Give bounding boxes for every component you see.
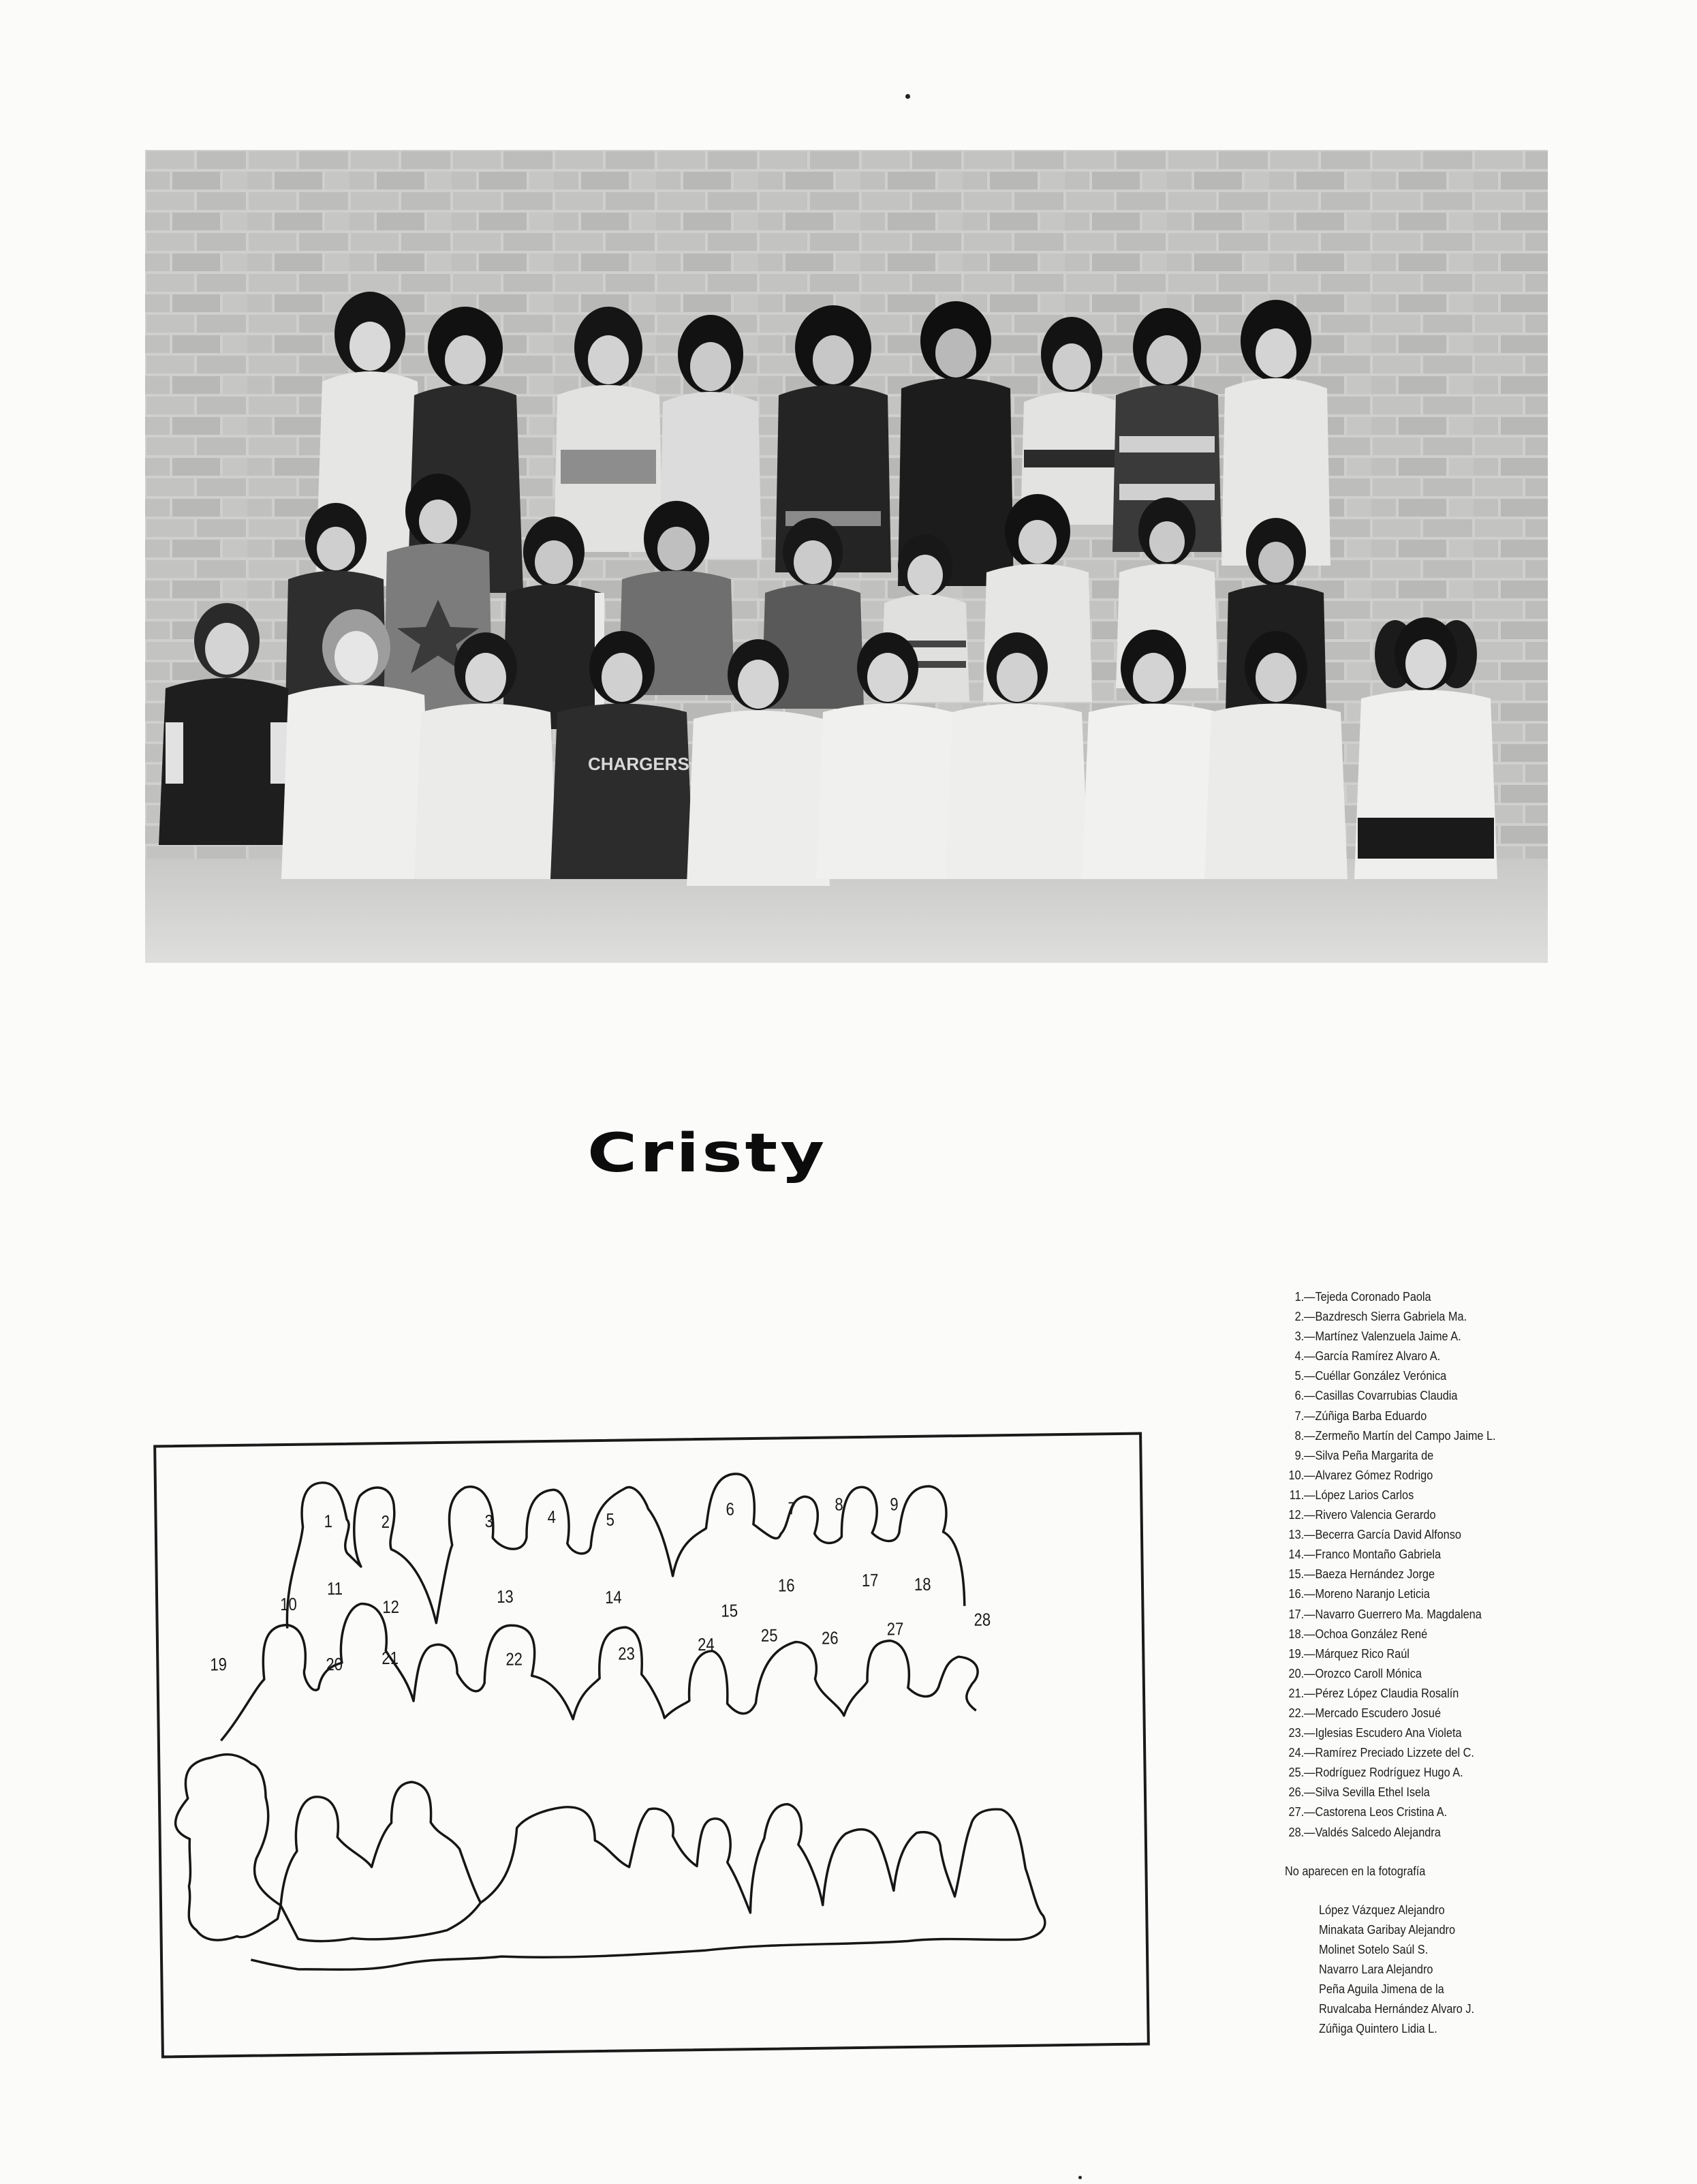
roster-number: 9.: [1294, 1447, 1305, 1462]
student-name: —Mercado Escudero Josué: [1304, 1705, 1442, 1720]
roster-number: 20.: [1288, 1665, 1305, 1680]
roster-row: [1285, 1426, 1525, 1445]
key-number-label: 13: [497, 1586, 514, 1608]
roster-number: 26.: [1288, 1785, 1305, 1800]
roster-row: [1285, 1564, 1525, 1584]
print-speck: [1078, 2176, 1082, 2179]
roster-row: [1285, 1742, 1525, 1762]
roster-number: 7.: [1294, 1408, 1305, 1423]
roster-number: 18.: [1288, 1626, 1305, 1641]
key-number-label: 25: [760, 1625, 778, 1646]
key-number-label: 11: [326, 1578, 343, 1599]
roster-row: [1285, 1326, 1525, 1346]
absent-student-name: Peña Aguila Jimena de la: [1319, 1982, 1444, 1997]
key-number-label: 23: [618, 1643, 636, 1664]
absent-student-name: Ruvalcaba Hernández Alvaro J.: [1319, 2001, 1475, 2016]
student-name: —Franco Montaño Gabriela: [1304, 1547, 1442, 1562]
roster-number: 14.: [1288, 1547, 1305, 1562]
student-name: —Cuéllar González Verónica: [1304, 1368, 1447, 1383]
roster-row: [1285, 1406, 1525, 1426]
absent-student-name: López Vázquez Alejandro: [1319, 1902, 1445, 1917]
key-number-label: 9: [890, 1494, 899, 1515]
photo-key-diagram: [153, 1432, 1150, 2059]
key-number-label: 3: [484, 1511, 494, 1532]
student-name: —Ramírez Preciado Lizzete del C.: [1304, 1745, 1474, 1760]
class-photo: [145, 150, 1548, 963]
student-name: —Rodríguez Rodríguez Hugo A.: [1304, 1765, 1463, 1780]
roster-number: 27.: [1288, 1804, 1305, 1819]
roster-number: 23.: [1288, 1725, 1305, 1740]
key-number-label: 17: [861, 1569, 879, 1591]
roster-number: 10.: [1288, 1467, 1305, 1482]
key-number-label: 12: [382, 1596, 400, 1618]
roster-row: [1285, 1306, 1525, 1326]
key-number-label: 4: [547, 1506, 556, 1528]
roster-row: [1285, 1703, 1525, 1723]
student-name: —López Larios Carlos: [1304, 1487, 1414, 1502]
key-number-label: 6: [726, 1498, 735, 1520]
roster-row: [1285, 1782, 1525, 1802]
roster-number: 2.: [1294, 1309, 1305, 1324]
silhouette-outlines: [156, 1435, 1147, 2056]
roster-number: 1.: [1294, 1289, 1305, 1304]
class-photo-image: [145, 150, 1548, 963]
absent-heading: No aparecen en la fotografía: [1285, 1863, 1426, 1878]
roster-number: 3.: [1294, 1329, 1305, 1344]
roster-row: [1285, 1822, 1525, 1842]
student-name: —Tejeda Coronado Paola: [1304, 1289, 1431, 1304]
key-number-label: 15: [721, 1600, 738, 1621]
student-list: [1285, 1287, 1557, 1842]
key-number-label: 5: [606, 1509, 615, 1530]
roster-number: 15.: [1288, 1567, 1305, 1582]
key-number-label: 27: [886, 1618, 904, 1640]
roster-row: [1285, 1604, 1525, 1624]
key-number-label: 18: [914, 1573, 931, 1595]
roster-row: [1285, 1762, 1525, 1782]
student-name: —Rivero Valencia Gerardo: [1304, 1507, 1436, 1522]
absent-student-name: Minakata Garibay Alejandro: [1319, 1922, 1456, 1937]
student-name: —Baeza Hernández Jorge: [1304, 1567, 1435, 1582]
roster-row: [1285, 1663, 1525, 1683]
roster-number: 13.: [1288, 1527, 1305, 1542]
roster-row: [1285, 1445, 1525, 1465]
student-name: —Pérez López Claudia Rosalín: [1304, 1685, 1459, 1700]
roster-number: 22.: [1288, 1705, 1305, 1720]
roster-number: 4.: [1294, 1349, 1305, 1364]
student-name: —García Ramírez Alvaro A.: [1304, 1349, 1441, 1364]
key-number-label: 28: [974, 1609, 991, 1630]
key-number-label: 16: [777, 1575, 795, 1596]
student-name: —Zúñiga Barba Eduardo: [1304, 1408, 1427, 1423]
roster-row: [1285, 1505, 1525, 1524]
print-speck: [905, 94, 910, 99]
page-title: Cristy: [587, 1123, 828, 1184]
roster-number: 11.: [1289, 1487, 1305, 1502]
roster-number: 21.: [1288, 1685, 1305, 1700]
key-number-label: 19: [209, 1654, 227, 1675]
absent-student-name: Navarro Lara Alejandro: [1319, 1962, 1433, 1976]
student-name: —Márquez Rico Raúl: [1304, 1646, 1410, 1661]
key-number-label: 14: [605, 1586, 623, 1608]
roster-row: [1285, 1544, 1525, 1564]
roster-row: [1285, 1584, 1525, 1603]
roster-row: [1285, 1802, 1525, 1821]
roster-number: 12.: [1288, 1507, 1305, 1522]
key-number-label: 7: [788, 1498, 796, 1519]
student-name: —Silva Sevilla Ethel Isela: [1304, 1785, 1430, 1800]
roster-row: [1285, 1485, 1525, 1505]
student-name: —Moreno Naranjo Leticia: [1304, 1586, 1430, 1601]
student-name: —Becerra García David Alfonso: [1304, 1527, 1461, 1542]
roster-number: 28.: [1288, 1824, 1305, 1839]
roster-row: [1285, 1524, 1525, 1544]
absent-student-name: Zúñiga Quintero Lidia L.: [1319, 2021, 1437, 2036]
key-number-label: 24: [697, 1634, 715, 1655]
student-name: —Zermeño Martín del Campo Jaime L.: [1304, 1428, 1496, 1443]
student-name: —Castorena Leos Cristina A.: [1304, 1804, 1448, 1819]
key-number-label: 8: [835, 1494, 844, 1515]
student-name: —Martínez Valenzuela Jaime A.: [1304, 1329, 1461, 1344]
key-number-label: 20: [325, 1654, 343, 1675]
roster-row: [1285, 1385, 1525, 1405]
roster-row: [1285, 1624, 1525, 1644]
student-name: —Valdés Salcedo Alejandra: [1304, 1824, 1441, 1839]
key-number-label: 21: [382, 1648, 399, 1669]
roster-number: 6.: [1294, 1388, 1305, 1403]
student-name: —Silva Peña Margarita de: [1304, 1447, 1434, 1462]
roster-number: 25.: [1288, 1765, 1305, 1780]
key-number-label: 10: [280, 1593, 298, 1615]
class-roster: [1285, 1287, 1557, 2038]
roster-row: [1285, 1366, 1525, 1385]
roster-row: [1285, 1465, 1525, 1485]
roster-row: [1285, 1346, 1525, 1366]
key-number-label: 1: [324, 1511, 332, 1532]
key-number-label: 2: [381, 1511, 390, 1533]
student-name: —Orozco Caroll Mónica: [1304, 1665, 1422, 1680]
roster-row: [1285, 1723, 1525, 1742]
shirt-text: CHARGERS: [588, 754, 689, 774]
student-name: —Alvarez Gómez Rodrigo: [1304, 1467, 1433, 1482]
roster-number: 8.: [1294, 1428, 1305, 1443]
key-number-label: 22: [505, 1648, 523, 1670]
roster-number: 24.: [1288, 1745, 1305, 1760]
roster-row: [1285, 1644, 1525, 1663]
absent-student-name: Molinet Sotelo Saúl S.: [1319, 1941, 1429, 1956]
absent-list: [1285, 1900, 1557, 2039]
roster-row: [1285, 1683, 1525, 1703]
student-name: —Ochoa González René: [1304, 1626, 1428, 1641]
student-name: —Casillas Covarrubias Claudia: [1304, 1388, 1458, 1403]
student-name: —Bazdresch Sierra Gabriela Ma.: [1304, 1309, 1467, 1324]
roster-number: 16.: [1288, 1586, 1305, 1601]
student-name: —Navarro Guerrero Ma. Magdalena: [1304, 1606, 1482, 1621]
student-name: —Iglesias Escudero Ana Violeta: [1304, 1725, 1462, 1740]
roster-row: [1285, 1287, 1525, 1306]
roster-number: 19.: [1288, 1646, 1305, 1661]
roster-number: 5.: [1294, 1368, 1305, 1383]
key-number-label: 26: [821, 1627, 839, 1648]
roster-number: 17.: [1288, 1606, 1305, 1621]
